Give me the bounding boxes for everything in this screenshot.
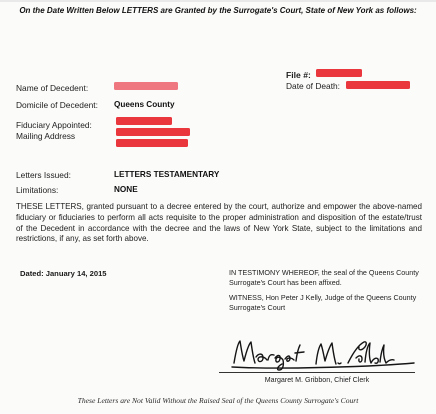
- body-text: granted pursuant to a decree entered by the court, authorize and empower the above-named fiduciary or fiduciaries to perform all acts requisite to the proper administration and disposition of the estate/trust of the Decedent in accordance with the decree and the laws of New York State, subject to the limitations and restrictions, if any, as set forth above.: [16, 202, 422, 244]
- testimony-clause: IN TESTIMONY WHEREOF, the seal of the Queens County Surrogate's Court has been affixed.: [229, 268, 419, 287]
- file-number-label: File #:: [286, 70, 311, 80]
- fiduciary-redaction-3: [116, 139, 188, 147]
- document-header: On the Date Written Below LETTERS are Granted by the Surrogate's Court, State of New York as follows:: [19, 6, 417, 15]
- body-lead: THESE LETTERS,: [16, 202, 84, 211]
- letters-body-paragraph: [16, 202, 422, 245]
- domicile-value: Queens County: [114, 100, 175, 109]
- scan-edge: [0, 0, 436, 2]
- witness-clause: WITNESS, Hon Peter J Kelly, Judge of the Queens County Surrogate's Court: [229, 293, 417, 312]
- decedent-name-label: Name of Decedent:: [16, 83, 89, 93]
- fiduciary-redaction-2: [116, 128, 190, 136]
- domicile-label: Domicile of Decedent:: [16, 100, 98, 110]
- mailing-address-label: Mailing Address: [16, 131, 76, 141]
- limitations-label: Limitations:: [16, 185, 59, 195]
- decedent-name-redaction: [114, 82, 178, 90]
- date-of-death-label: Date of Death:: [286, 81, 341, 91]
- letters-issued-label: Letters Issued:: [16, 170, 71, 180]
- handwritten-signature: [228, 333, 418, 373]
- date-of-death-redaction: [346, 81, 410, 89]
- limitations-value: NONE: [114, 185, 138, 194]
- file-number-redaction: [316, 69, 362, 77]
- signature-line: [219, 372, 415, 373]
- fiduciary-redaction-1: [116, 117, 172, 125]
- seal-validity-notice: These Letters are Not Valid Without the Raised Seal of the Queens County Surrogate's Court: [77, 396, 359, 405]
- letters-issued-value: LETTERS TESTAMENTARY: [114, 170, 220, 179]
- fiduciary-label: Fiduciary Appointed:: [16, 120, 92, 130]
- signatory-name: Margaret M. Gribbon, Chief Clerk: [264, 376, 370, 384]
- dated-line: Dated: January 14, 2015: [20, 269, 107, 278]
